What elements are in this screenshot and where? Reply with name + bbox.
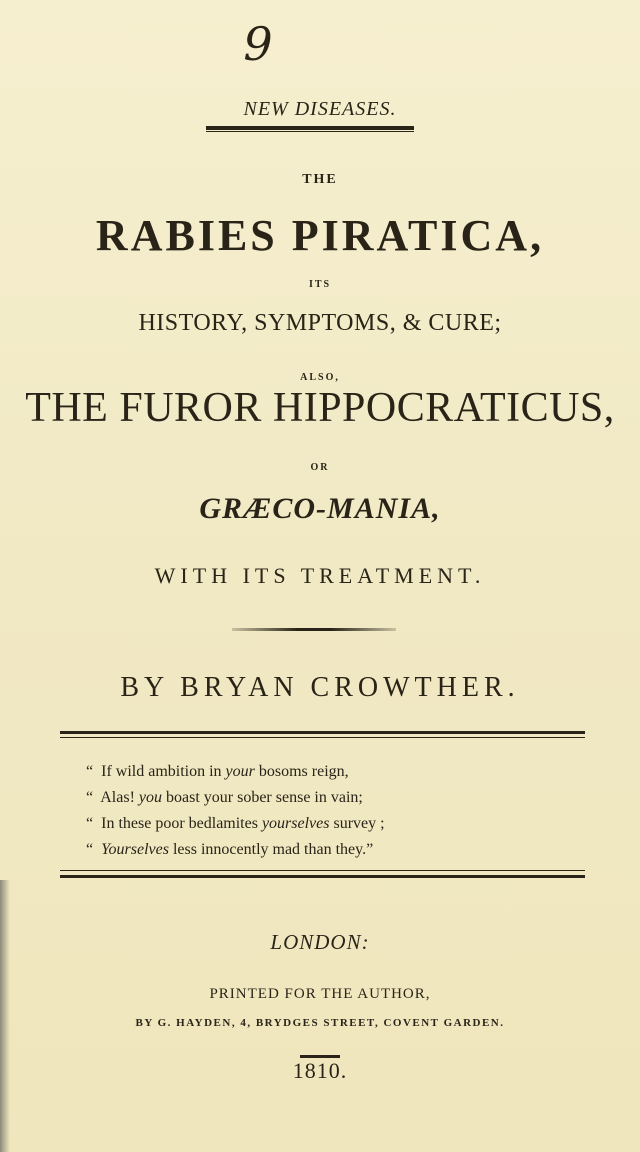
epigraph-line: “ If wild ambition in your bosoms reign, <box>86 763 349 780</box>
imprint-place: LONDON: <box>270 930 370 954</box>
epigraph <box>86 760 385 864</box>
series-title: NEW DISEASES. <box>243 98 397 120</box>
epigraph-rule-top <box>60 731 585 734</box>
series-rule <box>206 126 414 130</box>
epigraph-line: “ Yourselves less innocently mad than they.” <box>86 841 374 858</box>
shelf-mark: 9 <box>243 17 273 71</box>
connector-or: OR <box>310 462 330 473</box>
imprint-printed-for: PRINTED FOR THE AUTHOR, <box>209 986 431 1002</box>
epigraph-line: “ In these poor bedlamites yourselves survey ; <box>86 815 385 832</box>
author-line: BY BRYAN CROWTHER. <box>120 672 520 703</box>
epigraph-rule-top-thin <box>60 737 585 738</box>
third-title: GRÆCO-MANIA, <box>199 492 441 525</box>
second-title: THE FUROR HIPPOCRATICUS, <box>25 385 615 431</box>
binding-edge <box>0 880 10 1152</box>
main-title: RABIES PIRATICA, <box>95 211 545 260</box>
subtitle: HISTORY, SYMPTOMS, & CURE; <box>138 310 502 336</box>
series-rule-thin <box>206 131 414 132</box>
connector-its: ITS <box>308 279 332 290</box>
connector-also: ALSO, <box>300 372 340 383</box>
epigraph-rule-bottom <box>60 875 585 878</box>
epigraph-line: “ Alas! you boast your sober sense in vain; <box>86 789 363 806</box>
imprint-year: 1810. <box>292 1058 348 1083</box>
imprint-printer: BY G. HAYDEN, 4, BRYDGES STREET, COVENT GARDEN. <box>135 1017 505 1029</box>
epigraph-rule-bottom-thin <box>60 870 585 871</box>
article-the: THE <box>302 172 338 187</box>
treatment-line: WITH ITS TREATMENT. <box>154 563 486 588</box>
ornamental-rule <box>232 628 396 631</box>
